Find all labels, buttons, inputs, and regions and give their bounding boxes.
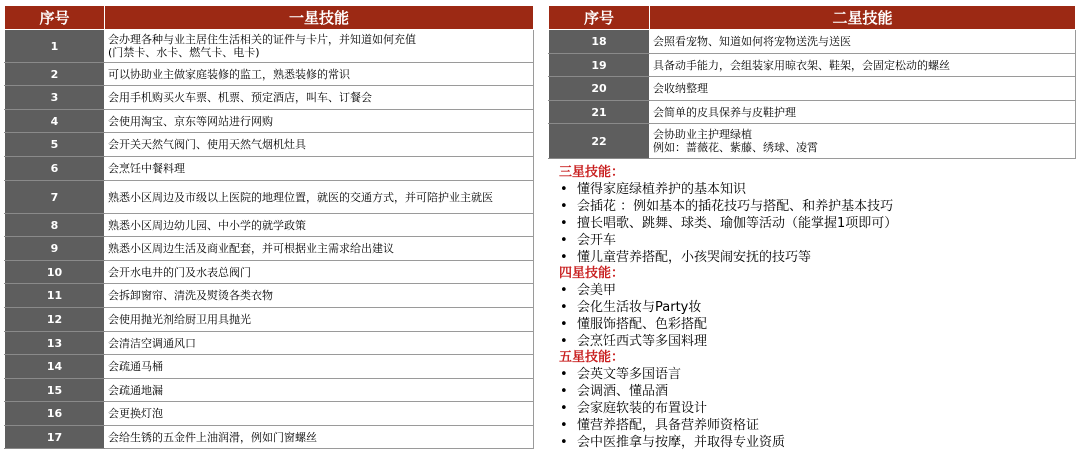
row-number: 10 [5, 261, 105, 284]
row-skill-text: 会拆卸窗帘、清洗及熨烫各类衣物 [105, 284, 534, 308]
row-skill-text: 熟悉小区周边生活及商业配套，并可根据业主需求给出建议 [105, 237, 534, 261]
level-title: 三星技能： [559, 165, 625, 180]
table-row [5, 284, 534, 308]
level-skill-list [559, 366, 1074, 451]
table-row [549, 101, 1076, 124]
row-number: 8 [5, 214, 105, 237]
row-skill-text: 会清洁空调通风口 [105, 332, 534, 355]
table-row [5, 426, 534, 449]
table1-body [5, 30, 534, 449]
row-skill-text: 会烹饪中餐料理 [105, 157, 534, 181]
row-number: 13 [5, 332, 105, 355]
row-skill-text: 具备动手能力，会组装家用晾衣架、鞋架，会固定松动的螺丝 [650, 54, 1076, 77]
row-number: 5 [5, 133, 105, 157]
row-number: 15 [5, 379, 105, 402]
row-number: 9 [5, 237, 105, 261]
list-item: • 会调酒、懂品酒 [559, 383, 1074, 400]
row-skill-text: 会给生锈的五金件上油润滑，例如门窗螺丝 [105, 426, 534, 449]
header-number: 序号 [549, 6, 650, 30]
row-skill-text: 会办理各种与业主居住生活相关的证件与卡片，并知道如何充值 (门禁卡、水卡、燃气卡、电卡) [105, 30, 534, 63]
list-item: • 会中医推拿与按摩，并取得专业资质 [559, 434, 1074, 451]
table-row [549, 77, 1076, 101]
row-skill-text: 会使用淘宝、京东等网站进行网购 [105, 110, 534, 133]
list-item: • 懂得家庭绿植养护的基本知识 [559, 181, 1074, 198]
header-number: 序号 [5, 6, 105, 30]
row-number: 1 [5, 30, 105, 63]
table-row [5, 181, 534, 214]
row-number: 7 [5, 181, 105, 214]
table-row [5, 355, 534, 379]
row-skill-text: 会照看宠物、知道如何将宠物送洗与送医 [650, 30, 1076, 54]
table-row [5, 261, 534, 284]
row-number: 12 [5, 308, 105, 332]
row-skill-text: 会协助业主护理绿植 例如：蔷薇花、紫藤、绣球、凌霄 [650, 124, 1076, 159]
row-skill-text: 会收纳整理 [650, 77, 1076, 101]
header-skill: 一星技能 [105, 6, 534, 30]
row-skill-text: 可以协助业主做家庭装修的监工，熟悉装修的常识 [105, 63, 534, 86]
row-skill-text: 熟悉小区周边幼儿园、中小学的就学政策 [105, 214, 534, 237]
row-number: 4 [5, 110, 105, 133]
row-skill-text: 会疏通地漏 [105, 379, 534, 402]
row-number: 11 [5, 284, 105, 308]
level-skill-list [559, 282, 1074, 350]
one-star-skills-table [4, 5, 534, 449]
row-skill-text: 会简单的皮具保养与皮鞋护理 [650, 101, 1076, 124]
table-row [5, 332, 534, 355]
table2-body [549, 30, 1076, 159]
row-number: 14 [5, 355, 105, 379]
table-row [5, 308, 534, 332]
row-number: 19 [549, 54, 650, 77]
table-row [549, 30, 1076, 54]
table-row [5, 110, 534, 133]
row-number: 21 [549, 101, 650, 124]
level-title: 五星技能： [559, 350, 625, 365]
table-row [5, 133, 534, 157]
table-row [5, 379, 534, 402]
table-row [5, 86, 534, 110]
row-skill-text: 会更换灯泡 [105, 402, 534, 426]
list-item: • 会美甲 [559, 282, 1074, 299]
row-number: 16 [5, 402, 105, 426]
row-number: 18 [549, 30, 650, 54]
table-row [5, 237, 534, 261]
table-row [549, 54, 1076, 77]
list-item: • 会插花 ：例如基本的插花技巧与搭配、和养护基本技巧 [559, 198, 1074, 215]
list-item: • 懂服饰搭配、色彩搭配 [559, 316, 1074, 333]
list-item: • 会开车 [559, 232, 1074, 249]
list-item: • 懂儿童营养搭配，小孩哭闹安抚的技巧等 [559, 249, 1074, 266]
table-row [549, 124, 1076, 159]
level-title: 四星技能： [559, 266, 625, 281]
table-row [5, 63, 534, 86]
table-row [5, 214, 534, 237]
row-number: 17 [5, 426, 105, 449]
row-skill-text: 熟悉小区周边及市级以上医院的地理位置，就医的交通方式，并可陪护业主就医 [105, 181, 534, 214]
row-number: 22 [549, 124, 650, 159]
row-number: 6 [5, 157, 105, 181]
table-row [5, 157, 534, 181]
level-skill-list [559, 181, 1074, 266]
row-number: 2 [5, 63, 105, 86]
list-item: • 擅长唱歌、跳舞、球类、瑜伽等活动（能掌握1项即可） [559, 215, 1074, 232]
row-skill-text: 会开水电井的门及水表总阀门 [105, 261, 534, 284]
row-number: 20 [549, 77, 650, 101]
list-item: • 会烹饪西式等多国料理 [559, 333, 1074, 350]
list-item: • 会家庭软装的布置设计 [559, 400, 1074, 417]
row-skill-text: 会用手机购买火车票、机票、预定酒店，叫车、订餐会 [105, 86, 534, 110]
table-row [5, 402, 534, 426]
two-star-skills-table [548, 5, 1076, 159]
higher-star-skills [559, 165, 1074, 451]
header-skill: 二星技能 [650, 6, 1076, 30]
row-skill-text: 会使用抛光剂给厨卫用具抛光 [105, 308, 534, 332]
list-item: • 懂营养搭配，具备营养师资格证 [559, 417, 1074, 434]
row-skill-text: 会疏通马桶 [105, 355, 534, 379]
row-number: 3 [5, 86, 105, 110]
list-item: • 会化生活妆与Party妆 [559, 299, 1074, 316]
row-skill-text: 会开关天然气阀门、使用天然气烟机灶具 [105, 133, 534, 157]
list-item: • 会英文等多国语言 [559, 366, 1074, 383]
table-row [5, 30, 534, 63]
